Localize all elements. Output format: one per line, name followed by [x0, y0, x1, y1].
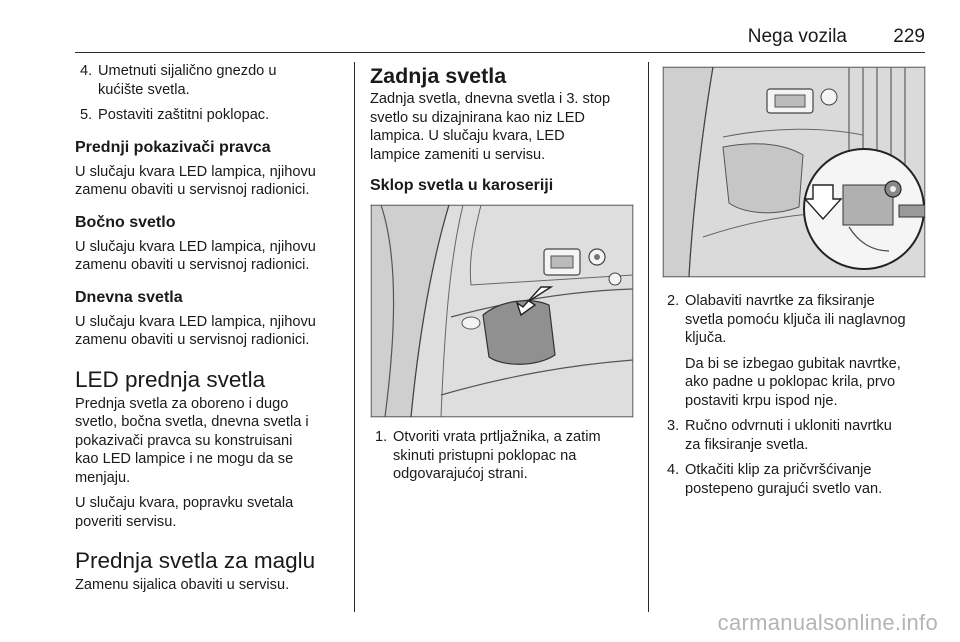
daytime-lights-body: U slučaju kvara LED lampica, njihovu zamenu obaviti u servisnoj radionici. — [75, 313, 316, 348]
column-divider — [648, 62, 649, 612]
led-headlights-service: U slučaju kvara, popravku svetala poveriti servisu. — [75, 495, 294, 530]
list-item: 1. Otvoriti vrata prtljažnika, a zatim skinuti pristupni poklopac na odgovarajućoj strani. — [375, 429, 601, 482]
list-item: 2. Olabaviti navrtke za fiksiranje svetla pomoću ključa ili naglavnog ključa. — [667, 293, 906, 346]
turn-signals-body: U slučaju kvara LED lampica, njihovu zamenu obaviti u servisnoj radionici. — [75, 163, 316, 198]
heading-fog-lights: Prednja svetla za maglu — [75, 548, 316, 573]
illustration-tail-light-nuts — [662, 66, 926, 278]
side-light-body: U slučaju kvara LED lampica, njihovu zamenu obaviti u servisnoj radionici. — [75, 238, 316, 273]
watermark-text: carmanualsonline.info — [717, 610, 938, 635]
list-item: 5. Postaviti zaštitni poklopac. — [80, 107, 270, 123]
column-2 — [370, 62, 635, 484]
heading-daytime-lights: Dnevna svetla — [75, 288, 183, 306]
column-1 — [75, 62, 347, 595]
page-number: 229 — [893, 26, 925, 47]
header-section-title: Nega vozila — [747, 26, 847, 47]
list-item: 3. Ručno odvrnuti i ukloniti navrtku za fiksiranje svetla. — [667, 418, 892, 453]
heading-tail-lights: Zadnja svetla — [370, 64, 507, 88]
tail-lights-intro: Zadnja svetla, dnevna svetla i 3. stop svetlo su dizajnirana kao niz LED lampica. U slučaju kvara, LED lampice zameniti u servisu. — [370, 91, 611, 163]
heading-side-light: Bočno svetlo — [75, 213, 176, 231]
fog-lights-body: Zamenu sijalica obaviti u servisu. — [75, 577, 290, 593]
list-item: 4. Otkačiti klip za pričvršćivanje postepeno gurajući svetlo van. — [667, 462, 883, 497]
page-header — [75, 22, 925, 53]
led-headlights-body: Prednja svetla za oboreno i dugo svetlo, bočna svetla, dnevna svetla i pokazivači pravca su konstruisani kao LED lampice i ne mogu da se menjaju. — [75, 395, 309, 486]
heading-led-headlights: LED prednja svetla — [75, 366, 266, 392]
illustration-trunk-access-cover — [370, 204, 634, 418]
column-divider — [354, 62, 355, 612]
heading-turn-signals: Prednji pokazivači pravca — [75, 138, 271, 156]
heading-body-light-assembly: Sklop svetla u karoseriji — [370, 177, 554, 194]
list-item: 4. Umetnuti sijalično gnezdo u kućište svetla. — [80, 63, 277, 98]
list-item-note: Da bi se izbegao gubitak navrtke, ako padne u poklopac krila, prvo postaviti krpu ispod nje. — [685, 355, 901, 409]
column-3 — [662, 66, 927, 498]
